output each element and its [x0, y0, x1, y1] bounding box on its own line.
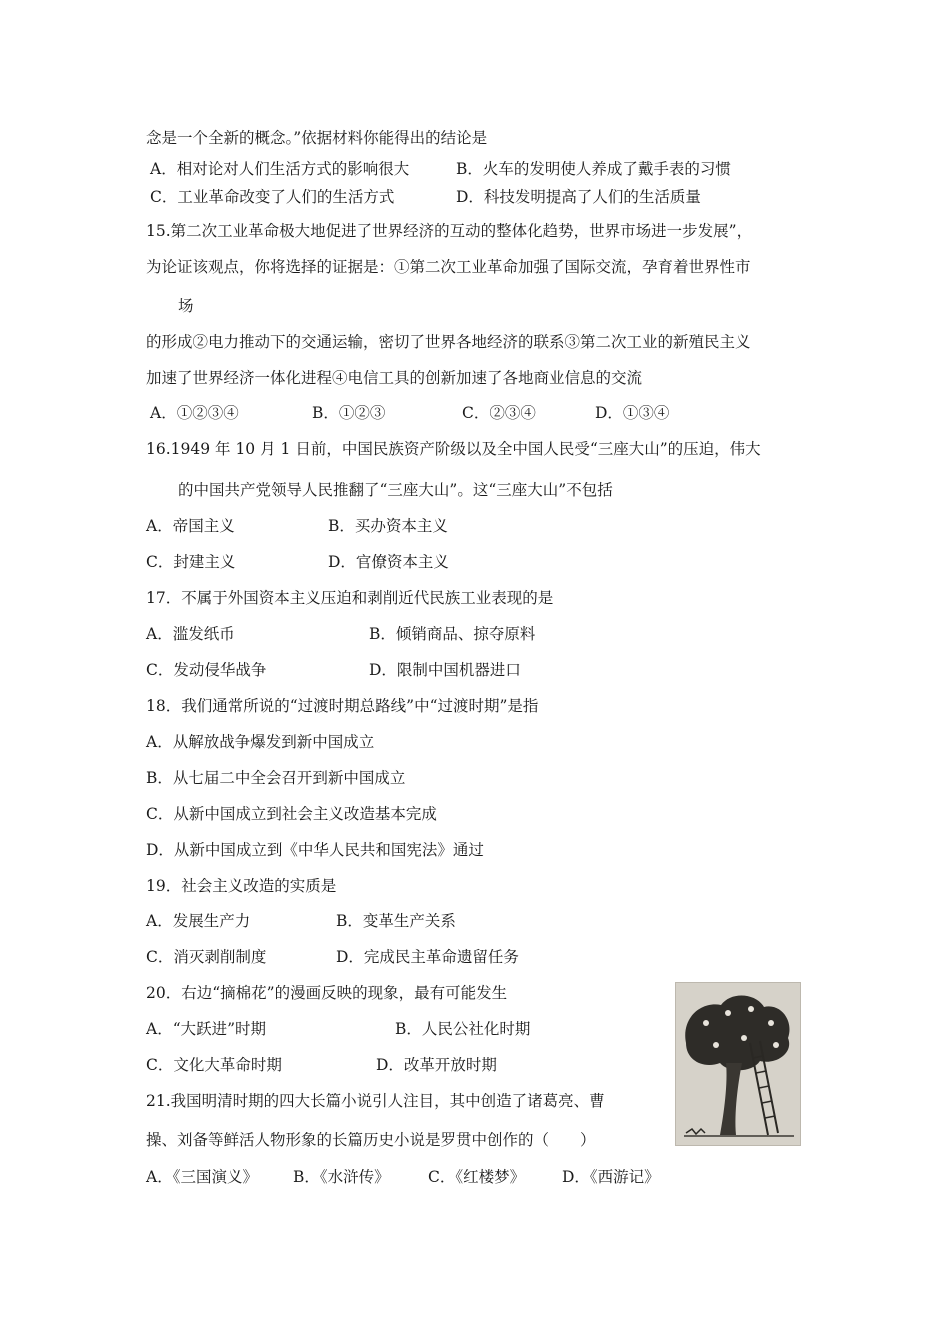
q19-stem: 19．社会主义改造的实质是 [146, 877, 337, 895]
q15-stem-line-1: 15.第二次工业革命极大地促进了世界经济的互动的整体化趋势，世界市场进一步发展”， [146, 222, 753, 240]
q21-stem-line-1: 21.我国明清时期的四大长篇小说引人注目，其中创造了诸葛亮、曹 [146, 1092, 605, 1110]
q17-option-b: B．倾销商品、掠夺原料 [369, 625, 536, 643]
q17-option-a: A．滥发纸币 [146, 625, 235, 643]
q20-stem: 20．右边“摘棉花”的漫画反映的现象，最有可能发生 [146, 984, 508, 1002]
q21-option-c: C．《红楼梦》 [428, 1168, 526, 1186]
q15-stem-line-2: 为论证该观点，你将选择的证据是：①第二次工业革命加强了国际交流，孕育着世界性市 [146, 258, 751, 276]
tree-ladder-drawing [676, 983, 800, 1145]
q14-option-a: A．相对论对人们生活方式的影响很大 [150, 160, 410, 178]
q16-option-a: A．帝国主义 [146, 517, 235, 535]
q18-option-d: D．从新中国成立到《中华人民共和国宪法》通过 [146, 841, 484, 859]
q17-option-c: C．发动侵华战争 [146, 661, 267, 679]
q15-stem-line-4: 的形成②电力推动下的交通运输，密切了世界各地经济的联系③第二次工业的新殖民主义 [146, 333, 751, 351]
q15-option-a: A．①②③④ [150, 404, 239, 422]
q15-option-d: D．①③④ [595, 404, 670, 422]
q15-stem-line-5: 加速了世界经济一体化进程④电信工具的创新加速了各地商业信息的交流 [146, 369, 643, 387]
q20-option-b: B．人民公社化时期 [395, 1020, 531, 1038]
q21-option-d: D．《西游记》 [562, 1168, 660, 1186]
q20-option-d: D．改革开放时期 [376, 1056, 497, 1074]
q16-option-c: C．封建主义 [146, 553, 236, 571]
q16-stem-line-2: 的中国共产党领导人民推翻了“三座大山”。这“三座大山”不包括 [178, 481, 613, 499]
q21-option-b: B．《水浒传》 [293, 1168, 390, 1186]
q14-option-b: B．火车的发明使人养成了戴手表的习惯 [456, 160, 731, 178]
q14-stem-continuation: 念是一个全新的概念。”依据材料你能得出的结论是 [146, 129, 488, 147]
q19-option-b: B．变革生产关系 [336, 912, 456, 930]
q14-option-c: C．工业革命改变了人们的生活方式 [150, 188, 395, 206]
q18-stem: 18．我们通常所说的“过渡时期总路线”中“过渡时期”是指 [146, 697, 539, 715]
q19-option-a: A．发展生产力 [146, 912, 251, 930]
q20-option-a: A．“大跃进”时期 [146, 1020, 267, 1038]
q19-option-c: C．消灭剥削制度 [146, 948, 267, 966]
cotton-picking-cartoon-image [675, 982, 801, 1146]
q20-option-c: C．文化大革命时期 [146, 1056, 282, 1074]
q21-option-a: A．《三国演义》 [146, 1168, 258, 1186]
q15-stem-line-3: 场 [178, 297, 194, 315]
q16-stem-line-1: 16.1949 年 10 月 1 日前，中国民族资产阶级以及全中国人民受“三座大山”的压迫，伟大 [146, 440, 761, 458]
q14-option-d: D．科技发明提高了人们的生活质量 [456, 188, 701, 206]
q15-option-c: C．②③④ [462, 404, 536, 422]
q16-option-b: B．买办资本主义 [328, 517, 448, 535]
q15-option-b: B．①②③ [312, 404, 386, 422]
q16-option-d: D．官僚资本主义 [328, 553, 449, 571]
q18-option-c: C．从新中国成立到社会主义改造基本完成 [146, 805, 437, 823]
q18-option-a: A．从解放战争爆发到新中国成立 [146, 733, 375, 751]
q21-stem-line-2: 操、刘备等鲜活人物形象的长篇历史小说是罗贯中创作的（ ） [146, 1131, 596, 1149]
q19-option-d: D．完成民主革命遗留任务 [336, 948, 519, 966]
q18-option-b: B．从七届二中全会召开到新中国成立 [146, 769, 406, 787]
q17-stem: 17．不属于外国资本主义压迫和剥削近代民族工业表现的是 [146, 589, 554, 607]
q17-option-d: D．限制中国机器进口 [369, 661, 521, 679]
